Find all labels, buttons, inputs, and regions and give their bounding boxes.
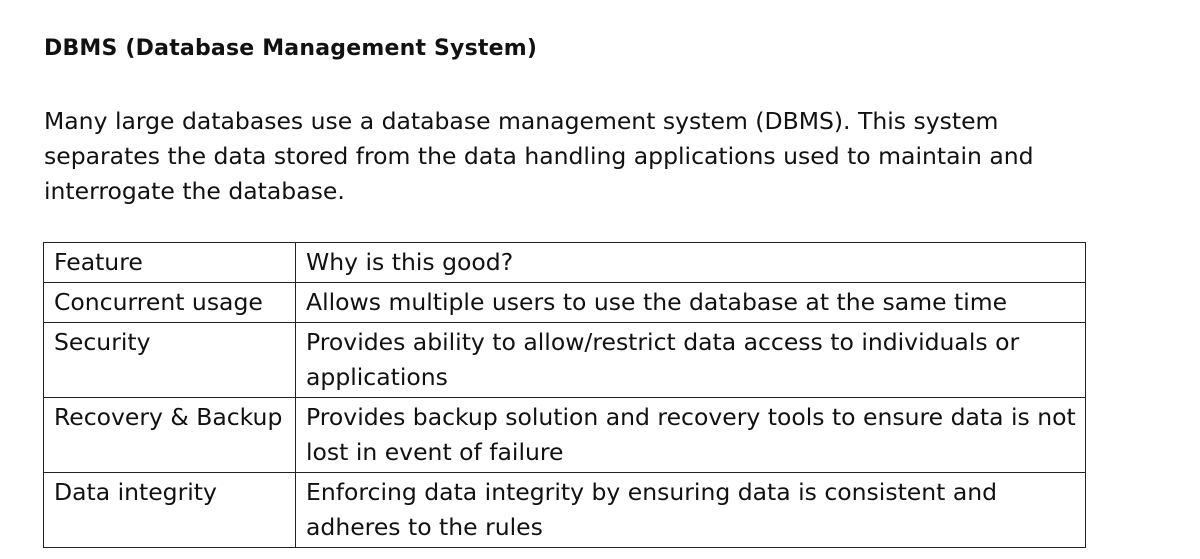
header-feature: Feature bbox=[44, 243, 296, 283]
table-header-row bbox=[44, 243, 1086, 283]
why-cell: Enforcing data integrity by ensuring data is consistent and adheres to the rules bbox=[296, 473, 1086, 548]
why-cell: Provides ability to allow/restrict data access to individuals or applications bbox=[296, 323, 1086, 398]
intro-paragraph: Many large databases use a database management system (DBMS). This system separates the data stored from the data handling applications used to maintain and interrogate the database. bbox=[44, 107, 1034, 205]
header-why: Why is this good? bbox=[296, 243, 1086, 283]
feature-cell: Data integrity bbox=[44, 473, 296, 548]
why-cell: Provides backup solution and recovery tools to ensure data is not lost in event of failure bbox=[296, 398, 1086, 473]
document-title: DBMS (Database Management System) bbox=[44, 36, 538, 61]
features-table bbox=[43, 242, 1086, 548]
why-cell: Allows multiple users to use the database at the same time bbox=[296, 283, 1086, 323]
table-row bbox=[44, 473, 1086, 548]
feature-cell: Recovery & Backup bbox=[44, 398, 296, 473]
feature-cell: Concurrent usage bbox=[44, 283, 296, 323]
table-row bbox=[44, 283, 1086, 323]
table-row bbox=[44, 323, 1086, 398]
feature-cell: Security bbox=[44, 323, 296, 398]
table-row bbox=[44, 398, 1086, 473]
